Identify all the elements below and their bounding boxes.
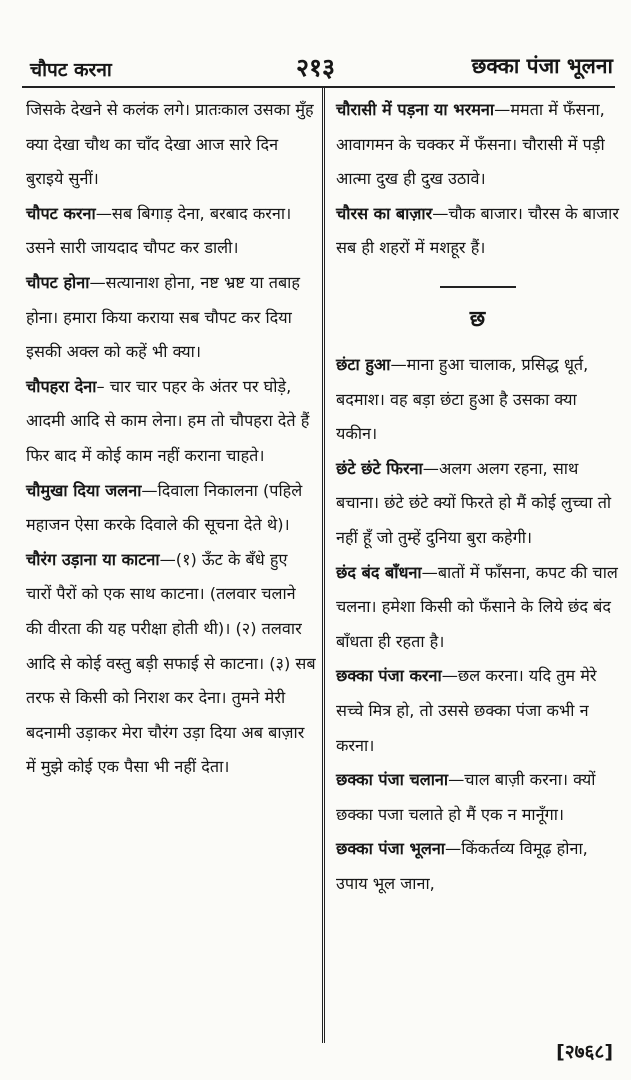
dictionary-entry: [26, 370, 316, 474]
dictionary-entry: [336, 197, 619, 266]
plate-number: [२७६८]: [556, 1041, 613, 1063]
header-rule: [22, 86, 615, 88]
running-header: [0, 0, 631, 88]
entry-headword: छक्का पंजा भूलना: [336, 839, 445, 859]
entry-definition: —ममता में फँसना, आवागमन के चक्कर में फँसना। चौरासी में पड़ी आत्मा दुख ही दुख उठावे।: [336, 100, 605, 189]
dictionary-entry: [26, 93, 316, 197]
entry-definition: जिसके देखने से कलंक लगे। प्रातःकाल उसका मुँह क्या देखा चौथ का चाँद देखा आज सारे दिन बुराइये सुनीं।: [26, 100, 314, 189]
entry-definition: —अलग अलग रहना, साथ बचाना। छंटे छंटे क्यों फिरते हो मैं कोई लुच्चा तो नहीं हूँ जो तुम्हें दुनिया बुरा कहेगी।: [336, 458, 612, 547]
entry-definition: —छल करना। यदि तुम मेरे सच्चे मित्र हो, तो उससे छक्का पंजा कभी न करना।: [336, 666, 597, 755]
dictionary-entry: [26, 474, 316, 543]
entry-definition: —माना हुआ चालाक, प्रसिद्ध धूर्त, बदमाश। वह बड़ा छंटा हुआ है उसका क्या यकीन।: [336, 354, 589, 444]
dictionary-entry: [336, 832, 619, 901]
entry-definition: —दिवाला निकालना (पहिले महाजन ऐसा करके दिवाले की सूचना देते थे)।: [26, 480, 303, 535]
header-left-keyword: चौपट करना: [30, 59, 112, 81]
entry-headword: चौरंग उड़ाना या काटना: [26, 549, 160, 569]
right-column: [336, 93, 619, 901]
entry-definition: —बातों में फाँसना, कपट की चाल चलना। हमेशा किसी को फँसाने के लिये छंद बंद बाँधता ही रहता है।: [336, 562, 618, 651]
section-rule: [440, 286, 516, 288]
entry-definition: —चाल बाज़ी करना। क्यों छक्का पजा चलाते हो मैं एक न मानूँगा।: [336, 770, 596, 824]
entry-definition: —सब बिगाड़ देना, बरबाद करना। उसने सारी जायदाद चौपट कर डाली।: [26, 203, 292, 258]
left-column: [26, 93, 316, 785]
dictionary-entry: [336, 348, 619, 452]
entry-headword: छंटा हुआ: [336, 354, 391, 374]
entry-headword: छंद बंद बाँधना: [336, 562, 422, 582]
entry-definition: —सत्यानाश होना, नष्ट भ्रष्ट या तबाह होना। हमारा किया कराया सब चौपट कर दिया इसकी अक्ल को कहें भी क्या।: [26, 272, 300, 362]
entry-definition: —चौक बाजार। चौरस के बाजार सब ही शहरों में मशहूर हैं।: [336, 203, 619, 258]
entry-headword: चौपट करना: [26, 203, 96, 223]
entry-headword: छक्का पंजा चलाना: [336, 770, 449, 790]
dictionary-entry: [336, 452, 619, 556]
entry-headword: चौपट होना: [26, 272, 90, 292]
entry-headword: चौमुखा दिया जलना: [26, 480, 142, 500]
dictionary-entry: [26, 197, 316, 266]
entry-definition: – चार चार पहर के अंतर पर घोड़े, आदमी आदि से काम लेना। हम तो चौपहरा देते हैं फिर बाद में कोई काम नहीं कराना चाहते।: [26, 376, 310, 465]
section-heading: छ: [469, 306, 486, 332]
dictionary-entry: [336, 763, 619, 832]
entry-headword: छक्का पंजा करना: [336, 666, 442, 686]
header-right-keyword: छक्का पंजा भूलना: [471, 54, 613, 78]
column-divider: [322, 88, 325, 1043]
entry-headword: चौरासी में पड़ना या भरमना: [336, 100, 495, 119]
entry-headword: छंटे छंटे फिरना: [336, 458, 423, 478]
dictionary-entry: [26, 543, 316, 785]
dictionary-entry: [26, 266, 316, 370]
dictionary-entry: [336, 556, 619, 660]
entry-headword: चौपहरा देना: [26, 376, 97, 396]
page-number: २१३: [295, 53, 335, 82]
entry-definition: —किंकर्तव्य विमूढ़ होना, उपाय भूल जाना,: [336, 839, 588, 893]
entry-definition: —(१) ऊँट के बँधे हुए चारों पैरों को एक साथ काटना। (तलवार चलाने की वीरता की यह परीक्षा होती थी)। (२) तलवार आदि से कोई वस्तु बड़ी सफाई से काटना। (३) सब तरफ से किसी को निराश कर देना। तुमने मेरी बदनामी उड़ाकर मेरा चौरंग उड़ा दिया अब बाज़ार में मुझे कोई एक पैसा भी नहीं देता।: [26, 549, 316, 777]
dictionary-entry: [336, 659, 619, 763]
entry-headword: चौरस का बाज़ार: [336, 203, 433, 223]
dictionary-entry: [336, 93, 619, 197]
